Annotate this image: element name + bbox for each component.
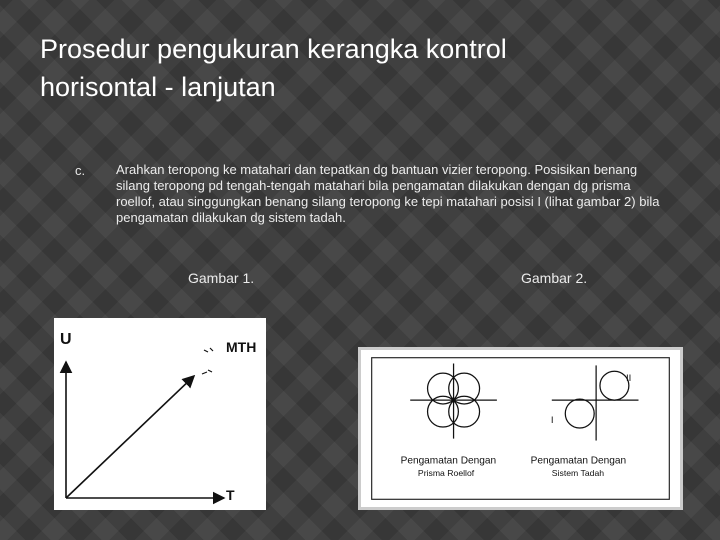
position-label-ii: II [625, 372, 632, 384]
roellof-label-line-1: Pengamatan Dengan [400, 455, 497, 467]
list-marker: c. [75, 163, 86, 178]
slide-title-line-1: Prosedur pengukuran kerangka kontrol [40, 34, 507, 64]
target-label-mth: MTH [226, 339, 257, 355]
position-label-i: I [550, 415, 554, 427]
prisma-roellof-diagram [410, 363, 497, 438]
tadah-label-line-1: Pengamatan Dengan [530, 455, 627, 467]
axis-label-t: T [226, 487, 235, 503]
slide-title-line-2: horisontal - lanjutan [40, 72, 276, 102]
figure-2-crosshair-diagram [358, 347, 683, 510]
step-description: Arahkan teropong ke matahari dan tepatkan dg bantuan vizier teropong. Posisikan benang silang teropong pd tengah-tengah matahari bila pengamatan dilakukan dengan dg prisma roellof, atau singgungkan benang silang teropong ke tepi matahari posisi I (lihat gambar 2) bila pengamatan dilakukan dg sistem tadah. [116, 162, 660, 225]
axis-label-u: U [60, 331, 72, 348]
figure-1-caption: Gambar 1. [188, 270, 255, 286]
roellof-label-line-2: Prisma Roellof [417, 468, 475, 479]
figure-1-sun-sighting-diagram [54, 318, 266, 510]
sun-marks [202, 348, 213, 374]
tadah-label-line-2: Sistem Tadah [551, 468, 605, 479]
slide-title [40, 30, 660, 106]
sight-line [66, 376, 194, 498]
figure-2-caption: Gambar 2. [521, 270, 588, 286]
